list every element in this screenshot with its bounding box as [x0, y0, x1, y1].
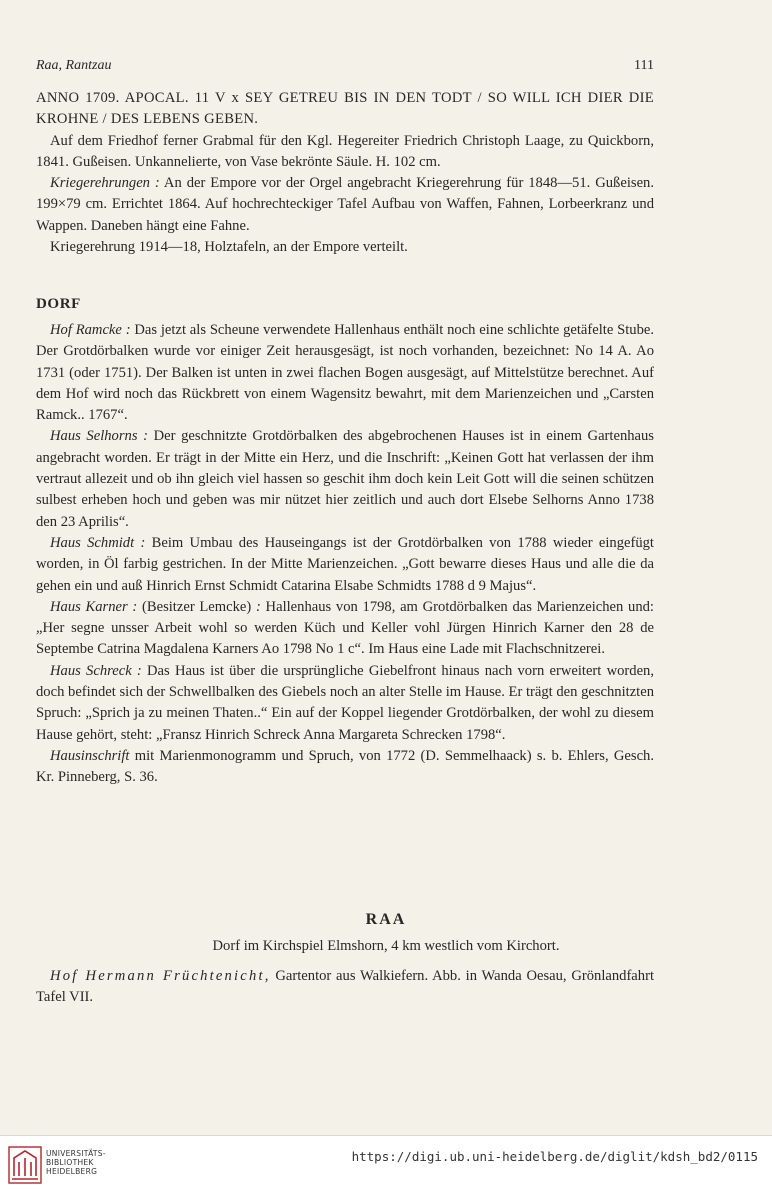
entry-text: Hallenhaus von 1798, am Grotdörbalken das Marienzeichen und: „Her segne unsser Arbeit wohl so werden Küch und Keller vohl Jürgen Hinrich Karner den 28 de Septembe Catrina Magdalena Karners Ao 1798 No 1 c“. Im Haus eine Lade mit Flachschnitzerei. — [36, 598, 654, 658]
inscription-paragraph: ANNO 1709. APOCAL. 11 V x SEY GETREU BIS IN DEN TODT / SO WILL ICH DIER DIE KROHNE / DES LEBENS GEBEN. — [36, 90, 654, 128]
entry-label: Haus Selhorns : — [50, 428, 148, 445]
entry-text: mit Marienmonogramm und Spruch, von 1772 (D. Semmelhaack) s. b. Ehlers, Gesch. Kr. Pinneberg, S. 36. — [36, 747, 654, 786]
running-head — [36, 58, 654, 76]
entry-owner-note: (Besitzer Lemcke) — [137, 598, 252, 615]
entry-text: Der geschnitzte Grotdörbalken des abgebrochenen Hauses ist in einem Gartenhaus angebracht worden. Er trägt in der Mitte ein Herz, und die Inschrift: „Keinen Gott hat verlassen der ihm vertraut allezeit und ob ihn gleich viel hassen so geschit ihm doch kein Leit Gott will die seinen schützen sulbest erheben hoch und geben was mir nützet hier zeitlich und auch dort Elsebe Selhorns Anno 1738 den 23 Aprilis“. — [36, 428, 654, 530]
digitization-footer — [0, 1135, 772, 1193]
entry-text: Gartentor aus Walkiefern. Abb. in Wanda Oesau, Grönlandfahrt Tafel VII. — [36, 968, 654, 1006]
kriegerehrung-1914-paragraph: Kriegerehrung 1914—18, Holztafeln, an der Empore verteilt. — [50, 239, 408, 256]
permalink-url[interactable]: https://digi.ub.uni-heidelberg.de/diglit/kdsh_bd2/0115 — [351, 1149, 758, 1164]
page-number: 111 — [634, 58, 654, 73]
entry-haus-selhorns — [36, 426, 654, 532]
kriegerehrungen-paragraph — [36, 173, 654, 237]
grabmal-paragraph: Auf dem Friedhof ferner Grabmal für den Kgl. Hegereiter Friedrich Christoph Laage, zu Quickborn, 1841. Gußeisen. Unkannelierte, von Vase bekrönte Säule. H. 102 cm. — [36, 132, 654, 170]
entry-text: Das Haus ist über die ursprüngliche Giebelfront hinaus nach vorn erweitert worden, doch befindet sich der Schwellbalken des Giebels noch an alter Stelle im Hause. Er trägt den geschnitzten Spruch: „Sprich ja zu meinen Thaten..“ Ein auf der Koppel liegender Grotdörbalken, der wohl zu diesem Hause gehört, steht: „Fransz Hinrich Schreck Anna Margareta Schrecken 1798“. — [36, 662, 655, 743]
section-heading-raa: RAA — [365, 911, 407, 928]
entry-label: Hof Ramcke : — [50, 322, 131, 338]
entry-label: Hausinschrift — [50, 747, 130, 764]
entry-note-separator: : — [251, 598, 261, 615]
kriegerehrungen-text: An der Empore vor der Orgel angebracht Kriegerehrung für 1848—51. Gußeisen. 199×79 cm. Errichtet 1864. Auf hochrechteckiger Tafel Aufbau von Waffen, Fahnen, Lorbeerkranz und Wappen. Daneben hängt eine Fahne. — [36, 175, 654, 234]
entry-hof-ramcke — [36, 320, 654, 426]
library-name — [46, 1149, 106, 1177]
library-seal-icon — [8, 1146, 42, 1184]
entry-label: Haus Karner : — [50, 598, 138, 615]
entry-haus-karner — [36, 597, 654, 661]
entry-haus-schmidt — [36, 533, 654, 597]
entry-hof-fruechtenicht — [36, 966, 654, 1009]
kriegerehrungen-label: Kriegerehrungen : — [50, 175, 160, 192]
library-name-line: BIBLIOTHEK — [46, 1158, 94, 1168]
library-name-line: UNIVERSITÄTS- — [46, 1149, 106, 1158]
entry-text: Beim Umbau des Hauseingangs ist der Grotdörbalken von 1788 wieder eingefügt worden, in Öl farbig gestrichen. In der Mitte Marienzeichen. „Gott bewarre dieses Haus und alle die da gehen ein und auß Hinrich Ernst Schmidt Catarina Elsabe Schmidts 1788 d 9 Majus“. — [36, 534, 654, 594]
section-raa-text — [36, 966, 654, 1009]
section-heading-dorf: DORF — [36, 296, 81, 312]
entry-label: Hof Hermann Früchtenicht, — [50, 968, 271, 984]
section-kirche-text — [36, 88, 654, 258]
raa-subtitle: Dorf im Kirchspiel Elmshorn, 4 km westlich vom Kirchort. — [212, 938, 560, 954]
section-dorf-text — [36, 320, 654, 789]
entry-text: Das jetzt als Scheune verwendete Hallenhaus enthält noch eine schlichte getäfelte Stube. Der Grotdörbalken wurde vor einiger Zeit herausgesägt, ist noch vorhanden, bezeichnet: No 14 A. Ao 1731 (oder 1751). Der Balken ist unten in zwei flachen Bogen ausgesägt, auf Mittelstütze berechnet. Auf dem Hof wird noch das Rückbrett von einem Wagensitz bewahrt, mit dem Marienzeichen und „Carsten Ramck.. 1767“. — [36, 322, 655, 424]
running-head-title: Raa, Rantzau — [36, 58, 112, 73]
entry-label: Haus Schreck : — [50, 662, 142, 679]
entry-haus-schreck — [36, 661, 654, 746]
entry-label: Haus Schmidt : — [50, 534, 146, 551]
library-name-line: HEIDELBERG — [46, 1167, 98, 1177]
entry-hausinschrift — [36, 746, 654, 789]
